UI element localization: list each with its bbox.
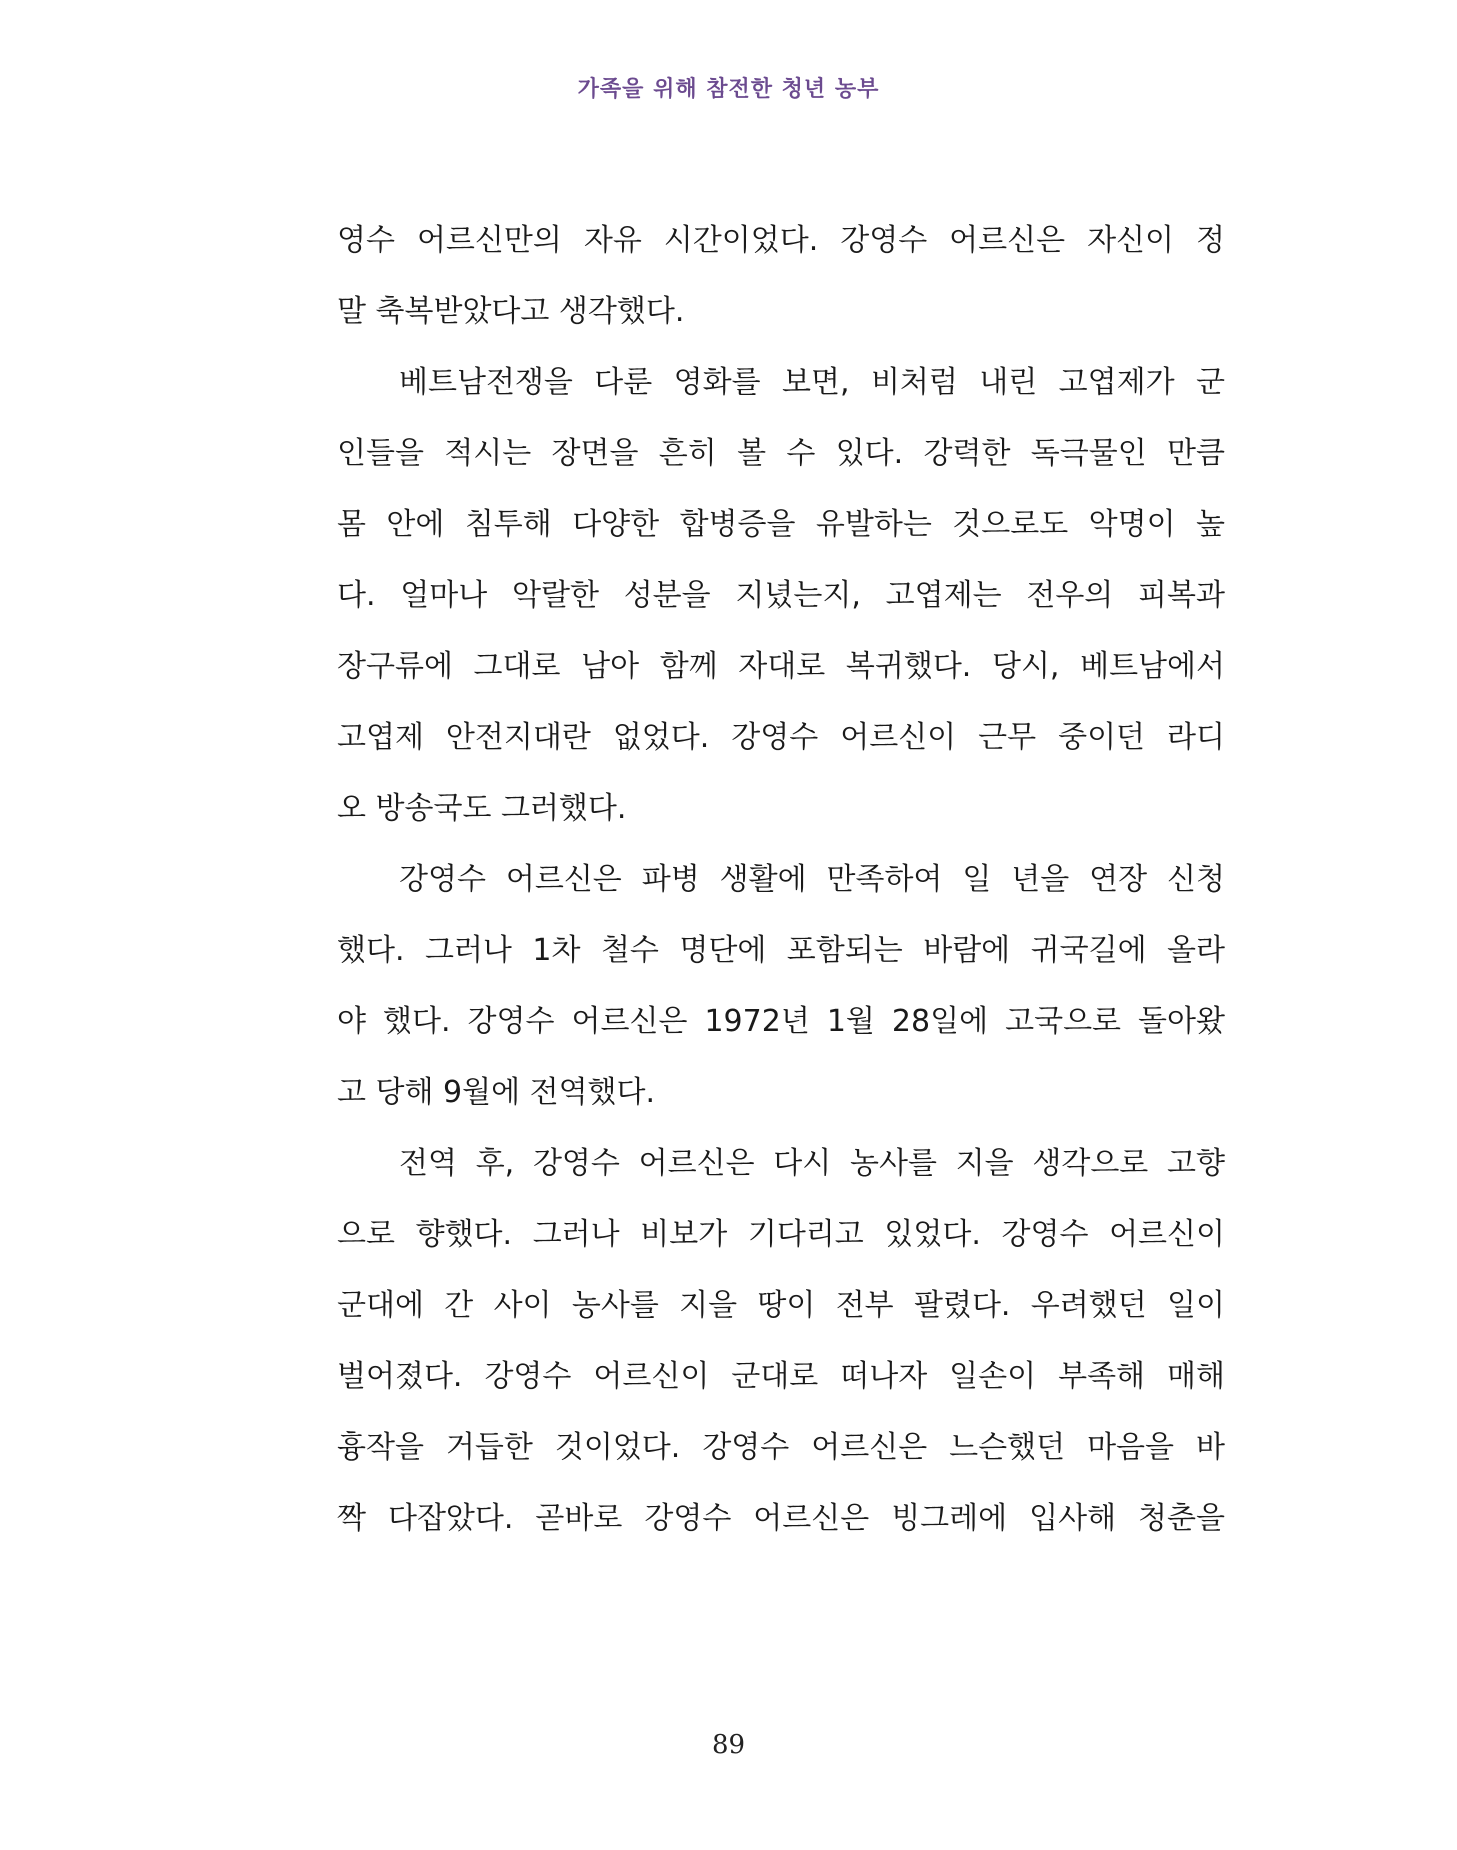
text-line: 군대에 간 사이 농사를 지을 땅이 전부 팔렸다. 우려했던 일이 (337, 1288, 1225, 1323)
text-line: 했다. 그러나 1차 철수 명단에 포함되는 바람에 귀국길에 올라 (337, 933, 1225, 968)
text-line: 고 당해 9월에 전역했다. (337, 1075, 656, 1110)
text-line: 전역 후, 강영수 어르신은 다시 농사를 지을 생각으로 고향 (399, 1146, 1225, 1181)
text-line: 말 축복받았다고 생각했다. (337, 294, 685, 329)
text-line: 고엽제 안전지대란 없었다. 강영수 어르신이 근무 중이던 라디 (337, 720, 1225, 755)
body-text (337, 205, 1225, 1554)
text-line: 벌어졌다. 강영수 어르신이 군대로 떠나자 일손이 부족해 매해 (337, 1359, 1225, 1394)
text-line: 강영수 어르신은 파병 생활에 만족하여 일 년을 연장 신청 (399, 862, 1225, 897)
text-line: 으로 향했다. 그러나 비보가 기다리고 있었다. 강영수 어르신이 (337, 1217, 1225, 1252)
text-line: 베트남전쟁을 다룬 영화를 보면, 비처럼 내린 고엽제가 군 (399, 365, 1225, 400)
text-line: 장구류에 그대로 남아 함께 자대로 복귀했다. 당시, 베트남에서 (337, 649, 1225, 684)
text-line: 오 방송국도 그러했다. (337, 791, 627, 826)
text-line: 짝 다잡았다. 곧바로 강영수 어르신은 빙그레에 입사해 청춘을 (337, 1501, 1225, 1536)
text-line: 야 했다. 강영수 어르신은 1972년 1월 28일에 고국으로 돌아왔 (337, 1004, 1225, 1039)
running-header-title: 가족을 위해 참전한 청년 농부 (577, 77, 880, 102)
page-number: 89 (711, 1730, 746, 1760)
text-line: 영수 어르신만의 자유 시간이었다. 강영수 어르신은 자신이 정 (337, 223, 1225, 258)
text-line: 흉작을 거듭한 것이었다. 강영수 어르신은 느슨했던 마음을 바 (337, 1430, 1225, 1465)
paragraph-2 (337, 347, 1225, 844)
text-line: 인들을 적시는 장면을 흔히 볼 수 있다. 강력한 독극물인 만큼 (337, 436, 1225, 471)
paragraph-1 (337, 205, 1225, 347)
text-line: 다. 얼마나 악랄한 성분을 지녔는지, 고엽제는 전우의 피복과 (337, 578, 1225, 613)
paragraph-3 (337, 844, 1225, 1128)
text-line: 몸 안에 침투해 다양한 합병증을 유발하는 것으로도 악명이 높 (337, 507, 1225, 542)
paragraph-4 (337, 1128, 1225, 1554)
